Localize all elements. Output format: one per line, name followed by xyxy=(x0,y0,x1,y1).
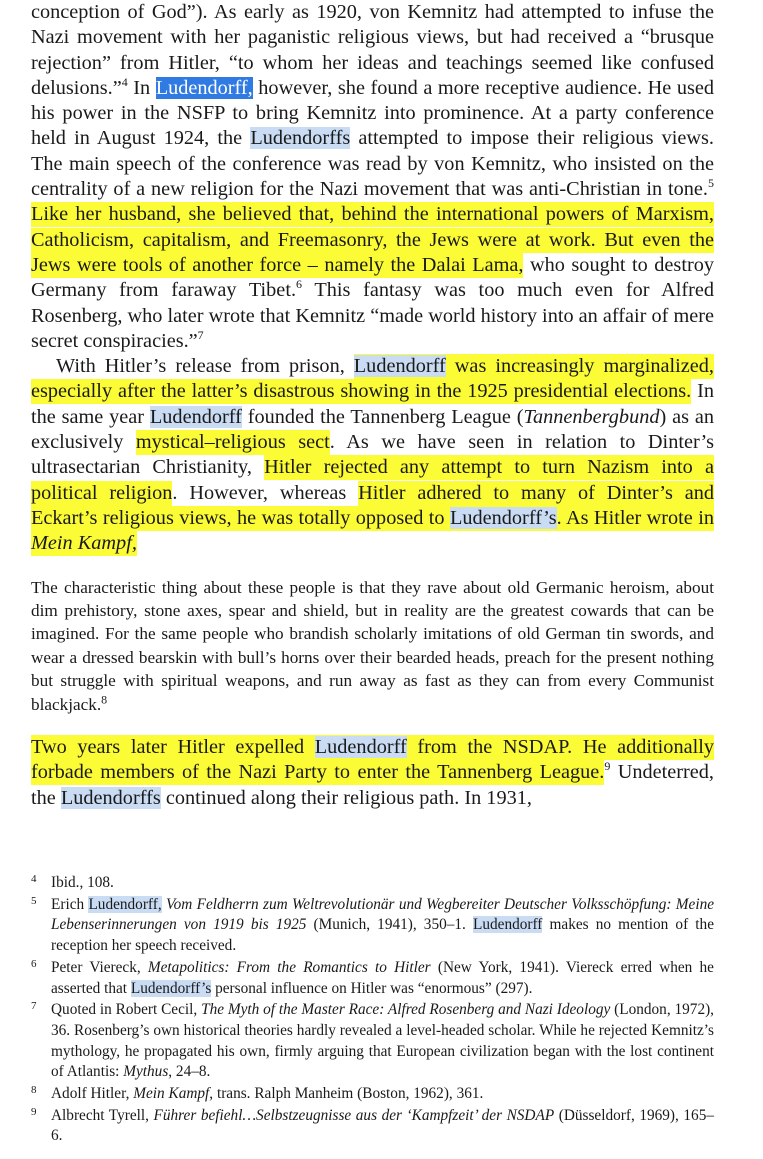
footnote-text: makes no mention of the reception her speech received. xyxy=(51,916,714,955)
paragraph-2[interactable] xyxy=(31,354,714,556)
highlight-sect[interactable]: mystical–religious sect xyxy=(135,431,330,454)
footnote-text: (New York, 1941). Viereck erred when he asserted that xyxy=(51,958,714,997)
text-run: With Hitler’s release from prison, xyxy=(56,355,354,378)
footnote-text: , trans. Ralph Manheim (Boston, 1962), 361. xyxy=(209,1085,484,1103)
book-title: The Myth of the Master Race: Alfred Rosenberg and Nazi Ideology xyxy=(201,1001,611,1019)
footnote-text: , 24–8. xyxy=(168,1063,211,1081)
footnote-text: (London, 1972), 36. Rosenberg’s own historical theories hardly revealed a level-headed scholar. While he rejected Kemnitz’s mythology, he propagated his own, firmly arguing that European civilization began with the lost continent of Atlantis: xyxy=(51,1001,715,1081)
footnote-text: (Düsseldorf, 1969), 165–6. xyxy=(51,1106,714,1145)
search-match-ludendorffs[interactable]: Ludendorffs xyxy=(60,786,161,809)
footnote-text: Ibid., 108. xyxy=(51,874,114,891)
footnote-text: Quoted in Robert Cecil, xyxy=(51,1001,202,1019)
book-title: Metapolitics: From the Romantics to Hitler xyxy=(147,958,431,976)
search-match-ludendorff[interactable]: Ludendorff xyxy=(473,916,543,934)
highlight-forbade[interactable]: from the NSDAP. He additionally forbade members of the Nazi Party to enter the Tannenberg League. xyxy=(31,735,714,784)
search-match-ludendorffs-possessive[interactable]: Ludendorff’s xyxy=(449,506,557,529)
selected-word-ludendorff[interactable]: Ludendorff, xyxy=(155,76,253,99)
footnote-text: Adolf Hitler, xyxy=(51,1085,134,1103)
footnote-number: 8 xyxy=(31,1084,37,1097)
footnote-6[interactable] xyxy=(31,958,714,999)
footnote-ref-5[interactable]: 5 xyxy=(708,176,714,191)
footnote-number: 9 xyxy=(31,1105,37,1118)
footnote-ref-8[interactable]: 8 xyxy=(101,691,108,706)
footnote-4[interactable] xyxy=(31,873,714,894)
tannenbergbund-term: Tannenbergbund xyxy=(523,405,660,428)
footnote-text: Peter Viereck, xyxy=(51,958,148,976)
footnote-text: (Munich, 1941), 350–1. xyxy=(306,916,474,934)
footnote-7[interactable] xyxy=(31,1000,714,1083)
text-run: . As we have seen in relation to Dinter’s ultrasectarian Christianity, xyxy=(31,431,715,479)
text-run: . However, whereas xyxy=(172,481,359,504)
paragraph-1[interactable] xyxy=(31,0,714,354)
mein-kampf-title: Mein Kampf, xyxy=(31,532,137,555)
footnote-number: 4 xyxy=(31,873,37,885)
footnote-5[interactable] xyxy=(31,895,714,957)
footnote-text: Albrecht Tyrell, xyxy=(51,1106,154,1124)
paragraph-3[interactable] xyxy=(31,735,714,811)
search-match-ludendorffs-possessive[interactable]: Ludendorff’s xyxy=(130,979,212,997)
footnote-text: Erich xyxy=(51,895,89,913)
footnote-8[interactable] xyxy=(31,1084,714,1105)
highlight-opposed[interactable]: Hitler adhered to many of Dinter’s and Eckart’s religious views, he was totally opposed to xyxy=(31,481,714,529)
mythus-title: Mythus xyxy=(123,1063,169,1081)
highlight-political-religion[interactable]: Hitler rejected any attempt to turn Nazism into a political religion xyxy=(31,456,714,504)
footnote-ref-9[interactable]: 9 xyxy=(604,759,611,774)
text-run: who sought to destroy Germany from faraway Tibet. xyxy=(31,253,714,302)
search-match-ludendorffs[interactable]: Ludendorffs xyxy=(250,127,351,150)
block-quote[interactable] xyxy=(31,576,714,716)
search-match-ludendorff[interactable]: Ludendorff, xyxy=(88,895,162,913)
book-title: Führer befiehl…Selbstzeugnisse aus der ‘Kampfzeit’ der NSDAP xyxy=(153,1106,555,1124)
text-run: ) as an exclusively xyxy=(31,405,714,454)
quote-text: The characteristic thing about these people is that they rave about old Germanic heroism, about dim prehistory, stone axes, spear and shield, but in reality are the greatest cowards that can be imagined. For the same people who brandish scholarly imitations of old German tin swords, and wear a dressed bearskin with bull’s horns over their bearded heads, preach for the present nothing but struggle with spiritual weapons, and run away as fast as they can from every Communist blackjack. xyxy=(31,577,714,714)
book-title: Vom Feldherrn zum Weltrevolutionär und Wegbereiter Deutscher Volksschöpfung: Meine Lebenserinnerungen von 1919 bis 1925 xyxy=(51,895,715,934)
footnote-number: 5 xyxy=(31,894,37,907)
text-run: conception of God”). As early as 1920, von Kemnitz had attempted to infuse the Nazi movement with her paganistic religious views, but had received a “brusque rejection” from Hitler, “to whom her ideas and teachings seemed like confused delusions.” xyxy=(31,1,714,99)
text-run: however, she found a more receptive audience. He used his power in the NSFP to bring Kemnitz into prominence. At a party conference held in August 1924, the xyxy=(31,76,714,150)
text-run: This fantasy was too much even for Alfred Rosenberg, who later wrote that Kemnitz “made world history into an affair of mere secret conspiracies.” xyxy=(31,279,714,352)
text-run: founded the Tannenberg League ( xyxy=(241,405,524,428)
footnote-ref-4[interactable]: 4 xyxy=(121,75,128,90)
footnote-ref-6[interactable]: 6 xyxy=(296,277,303,292)
footnotes xyxy=(31,873,714,1148)
search-match-ludendorff[interactable]: Ludendorff xyxy=(353,355,446,378)
text-run: continued along their religious path. In 1931, xyxy=(160,786,532,809)
footnote-number: 7 xyxy=(31,1000,37,1013)
footnote-9[interactable] xyxy=(31,1106,714,1147)
search-match-ludendorff[interactable]: Ludendorff xyxy=(314,735,407,758)
text-run: In the same year xyxy=(31,380,714,428)
main-text xyxy=(31,0,714,811)
search-match-ludendorff[interactable]: Ludendorff xyxy=(149,405,242,428)
footnote-text: personal influence on Hitler was “enormous” (297). xyxy=(211,979,533,997)
highlight-expelled[interactable]: Two years later Hitler expelled xyxy=(31,735,315,758)
footnote-ref-7[interactable]: 7 xyxy=(197,328,204,343)
highlight-dalai-lama[interactable]: Like her husband, she believed that, behind the international powers of Marxism, Catholicism, capitalism, and Freemasonry, the Jews were at work. But even the Jews were tools of another force – namely the Dalai Lama, xyxy=(31,203,714,276)
highlight-mein-kampf-intro[interactable]: . As Hitler wrote in xyxy=(556,506,714,529)
text-run: attempted to impose their religious views. The main speech of the conference was read by von Kemnitz, who insisted on the centrality of a new religion for the Nazi movement that was anti-Christian in tone. xyxy=(31,127,714,201)
footnote-number: 6 xyxy=(31,957,37,970)
text-run: Undeterred, the xyxy=(31,761,715,809)
highlight-marginalized[interactable]: was increasingly marginalized, especially after the latter’s disastrous showing in the 1925 presidential elections. xyxy=(31,355,715,403)
book-title: Mein Kampf xyxy=(133,1085,210,1103)
text-run: In xyxy=(127,76,156,99)
